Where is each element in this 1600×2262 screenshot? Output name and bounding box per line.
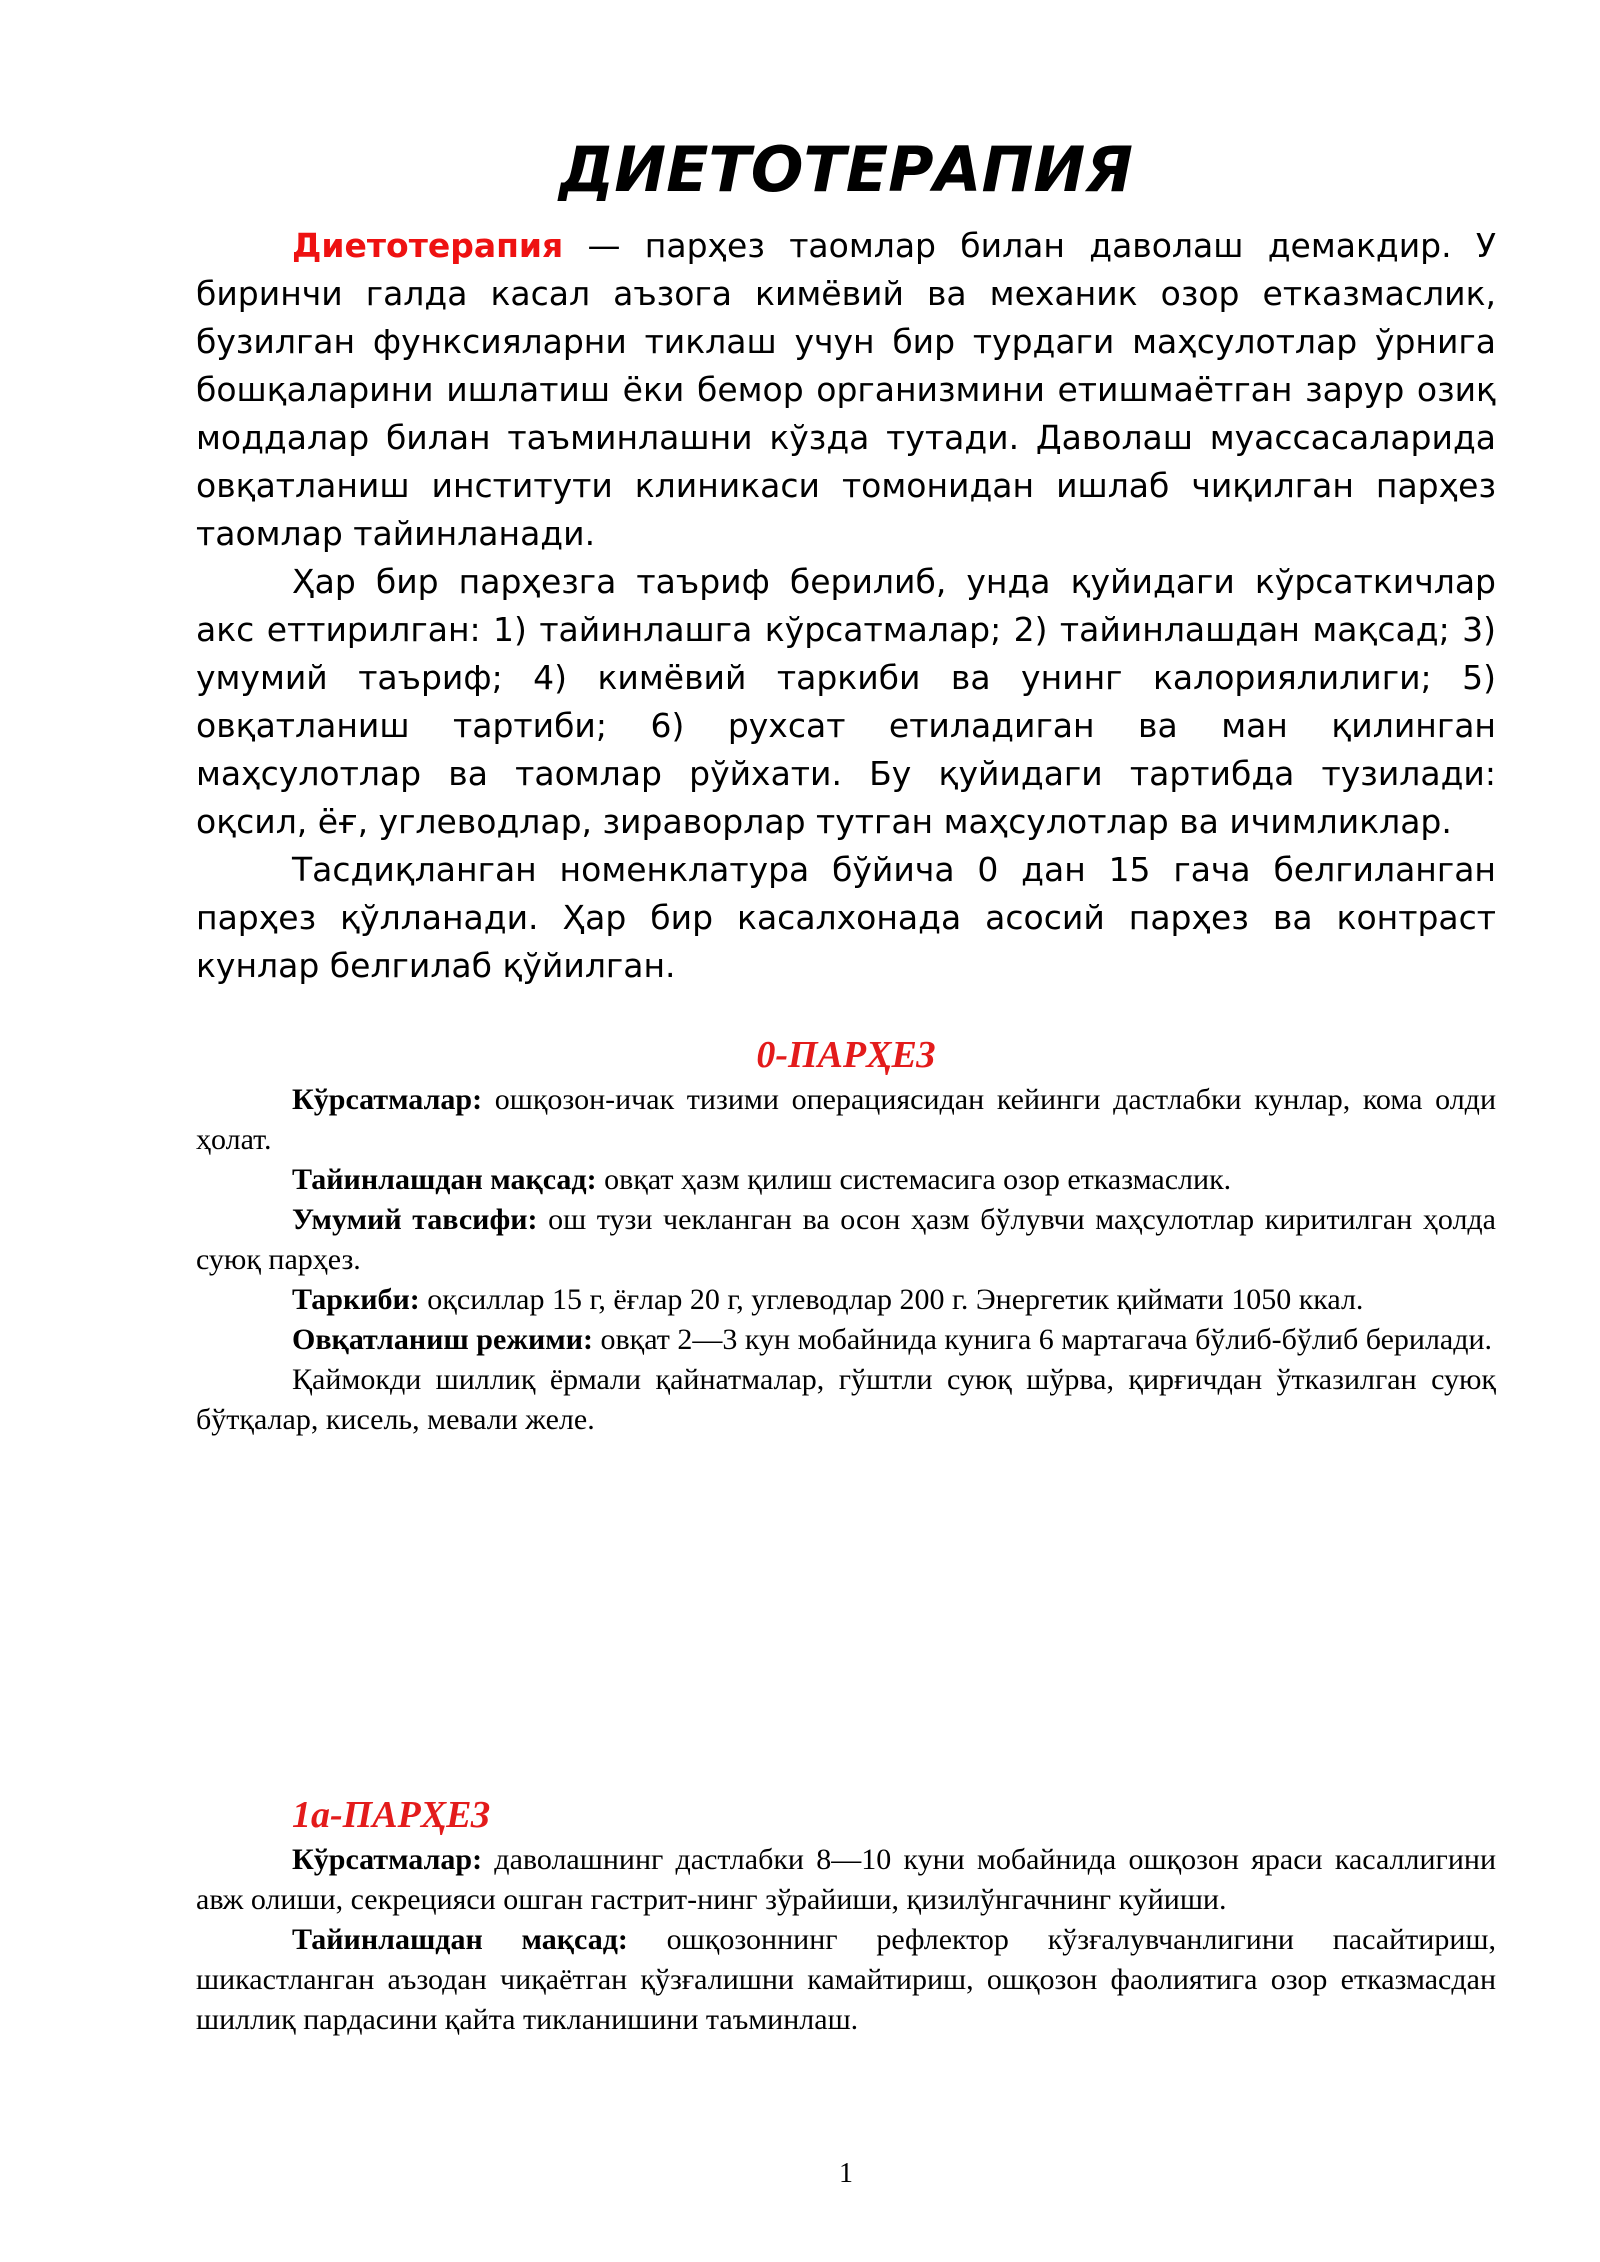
page-number: 1 [839,2158,853,2189]
intro-paragraph-1-text: — парҳез таомлар билан даволаш демакдир. У биринчи галда касал аъзога кимёвий ва механик озор етказмаслик, бузилган функсияларни тиклаш учун бир турдаги маҳсулотлар ўрнига бошқаларини ишлатиш ёки бемор организмини етишмаётган зарур озиқ моддалар билан таъминлашни кўзда тутади. Даволаш муассасаларида овқатланиш институти клиникаси томонидан ишлаб чиқилган парҳез таомлар тайинланади. [196,226,1496,553]
diet-section-0 [196,1030,1496,1440]
section-paragraph [196,1080,1496,1160]
paragraph-label: Кўрсатмалар: [292,1843,483,1876]
section-body [196,1080,1496,1440]
paragraph-label: Умумий тавсифи: [292,1203,538,1236]
section-paragraph [196,1920,1496,2040]
paragraph-text: овқат ҳазм қилиш системасига озор етказмаслик. [596,1163,1232,1196]
paragraph-text: овқат 2—3 кун мобайнида кунига 6 мартагача бўлиб-бўлиб берилади. [593,1323,1493,1356]
intro-term: Диетотерапия [292,226,564,265]
document-title: ДИЕТОТЕРАПИЯ [558,133,1134,206]
section-paragraph [196,1200,1496,1280]
paragraph-label: Овқатланиш режими: [292,1323,594,1356]
intro-paragraph-2: Ҳар бир парҳезга таъриф берилиб, унда қуйидаги кўрсаткичлар акс еттирилган: 1) тайинлашга кўрсатмалар; 2) тайинлашдан мақсад; 3) умумий таъриф; 4) кимёвий таркиби ва унинг калориялилиги; 5) овқатланиш тартиби; 6) рухсат етиладиган ва ман қилинган маҳсулотлар ва таомлар рўйхати. Бу қуйидаги тартибда тузилади: оқсил, ёғ, углеводлар, зираворлар тутган маҳсулотлар ва ичимликлар. [196,562,1496,841]
section-paragraph [196,1160,1496,1200]
intro-paragraph-3: Тасдиқланган номенклатура бўйича 0 дан 15 гача белгиланган парҳез қўлланади. Ҳар бир касалхонада асосий парҳез ва контраст кунлар белгилаб қўйилган. [196,850,1496,985]
section-title: 1а-ПАРҲЕЗ [292,1794,491,1836]
paragraph-text: ошқозоннинг рефлектор кўзғалувчанлигини пасайтириш, шикастланган аъзодан чиқаётган қўзғалишни камайтириш, ошқозон фаолиятига озор етказмасдан шиллиқ пардасини қайта тикланишини таъминлаш. [196,1923,1496,2036]
section-paragraph [196,1840,1496,1920]
section-body [196,1840,1496,2040]
paragraph-label: Тайинлашдан мақсад: [292,1163,597,1196]
paragraph-text: даволашнинг дастлабки 8—10 куни мобайнида ошқозон яраси касаллигини авж олиши, секрецияси ошган гастрит-нинг зўрайиши, қизилўнгачнинг куйиши. [196,1843,1496,1916]
paragraph-text: ошқозон-ичак тизими операциясидан кейинги дастлабки кунлар, кома олди ҳолат. [196,1083,1496,1156]
intro-section [196,222,1496,990]
paragraph-text: Қаймокди шиллиқ ёрмали қайнатмалар, гўштли суюқ шўрва, қирғичдан ўтказилган суюқ бўтқалар, кисель, мевали желе. [196,1363,1496,1436]
section-paragraph [196,1320,1496,1360]
intro-paragraph-1 [196,222,1496,558]
paragraph-label: Таркиби: [292,1283,420,1316]
paragraph-label: Тайинлашдан мақсад: [292,1923,628,1956]
paragraph-label: Кўрсатмалар: [292,1083,483,1116]
section-title: 0-ПАРҲЕЗ [756,1034,936,1076]
paragraph-text: оқсиллар 15 г, ёғлар 20 г, углеводлар 200 г. Энергетик қиймати 1050 ккал. [419,1283,1364,1316]
paragraph-text: ош тузи чекланган ва осон ҳазм бўлувчи маҳсулотлар киритилган ҳолда суюқ парҳез. [196,1203,1496,1276]
section-paragraph [196,1280,1496,1320]
section-paragraph [196,1360,1496,1440]
diet-section-1a [196,1790,1496,2040]
